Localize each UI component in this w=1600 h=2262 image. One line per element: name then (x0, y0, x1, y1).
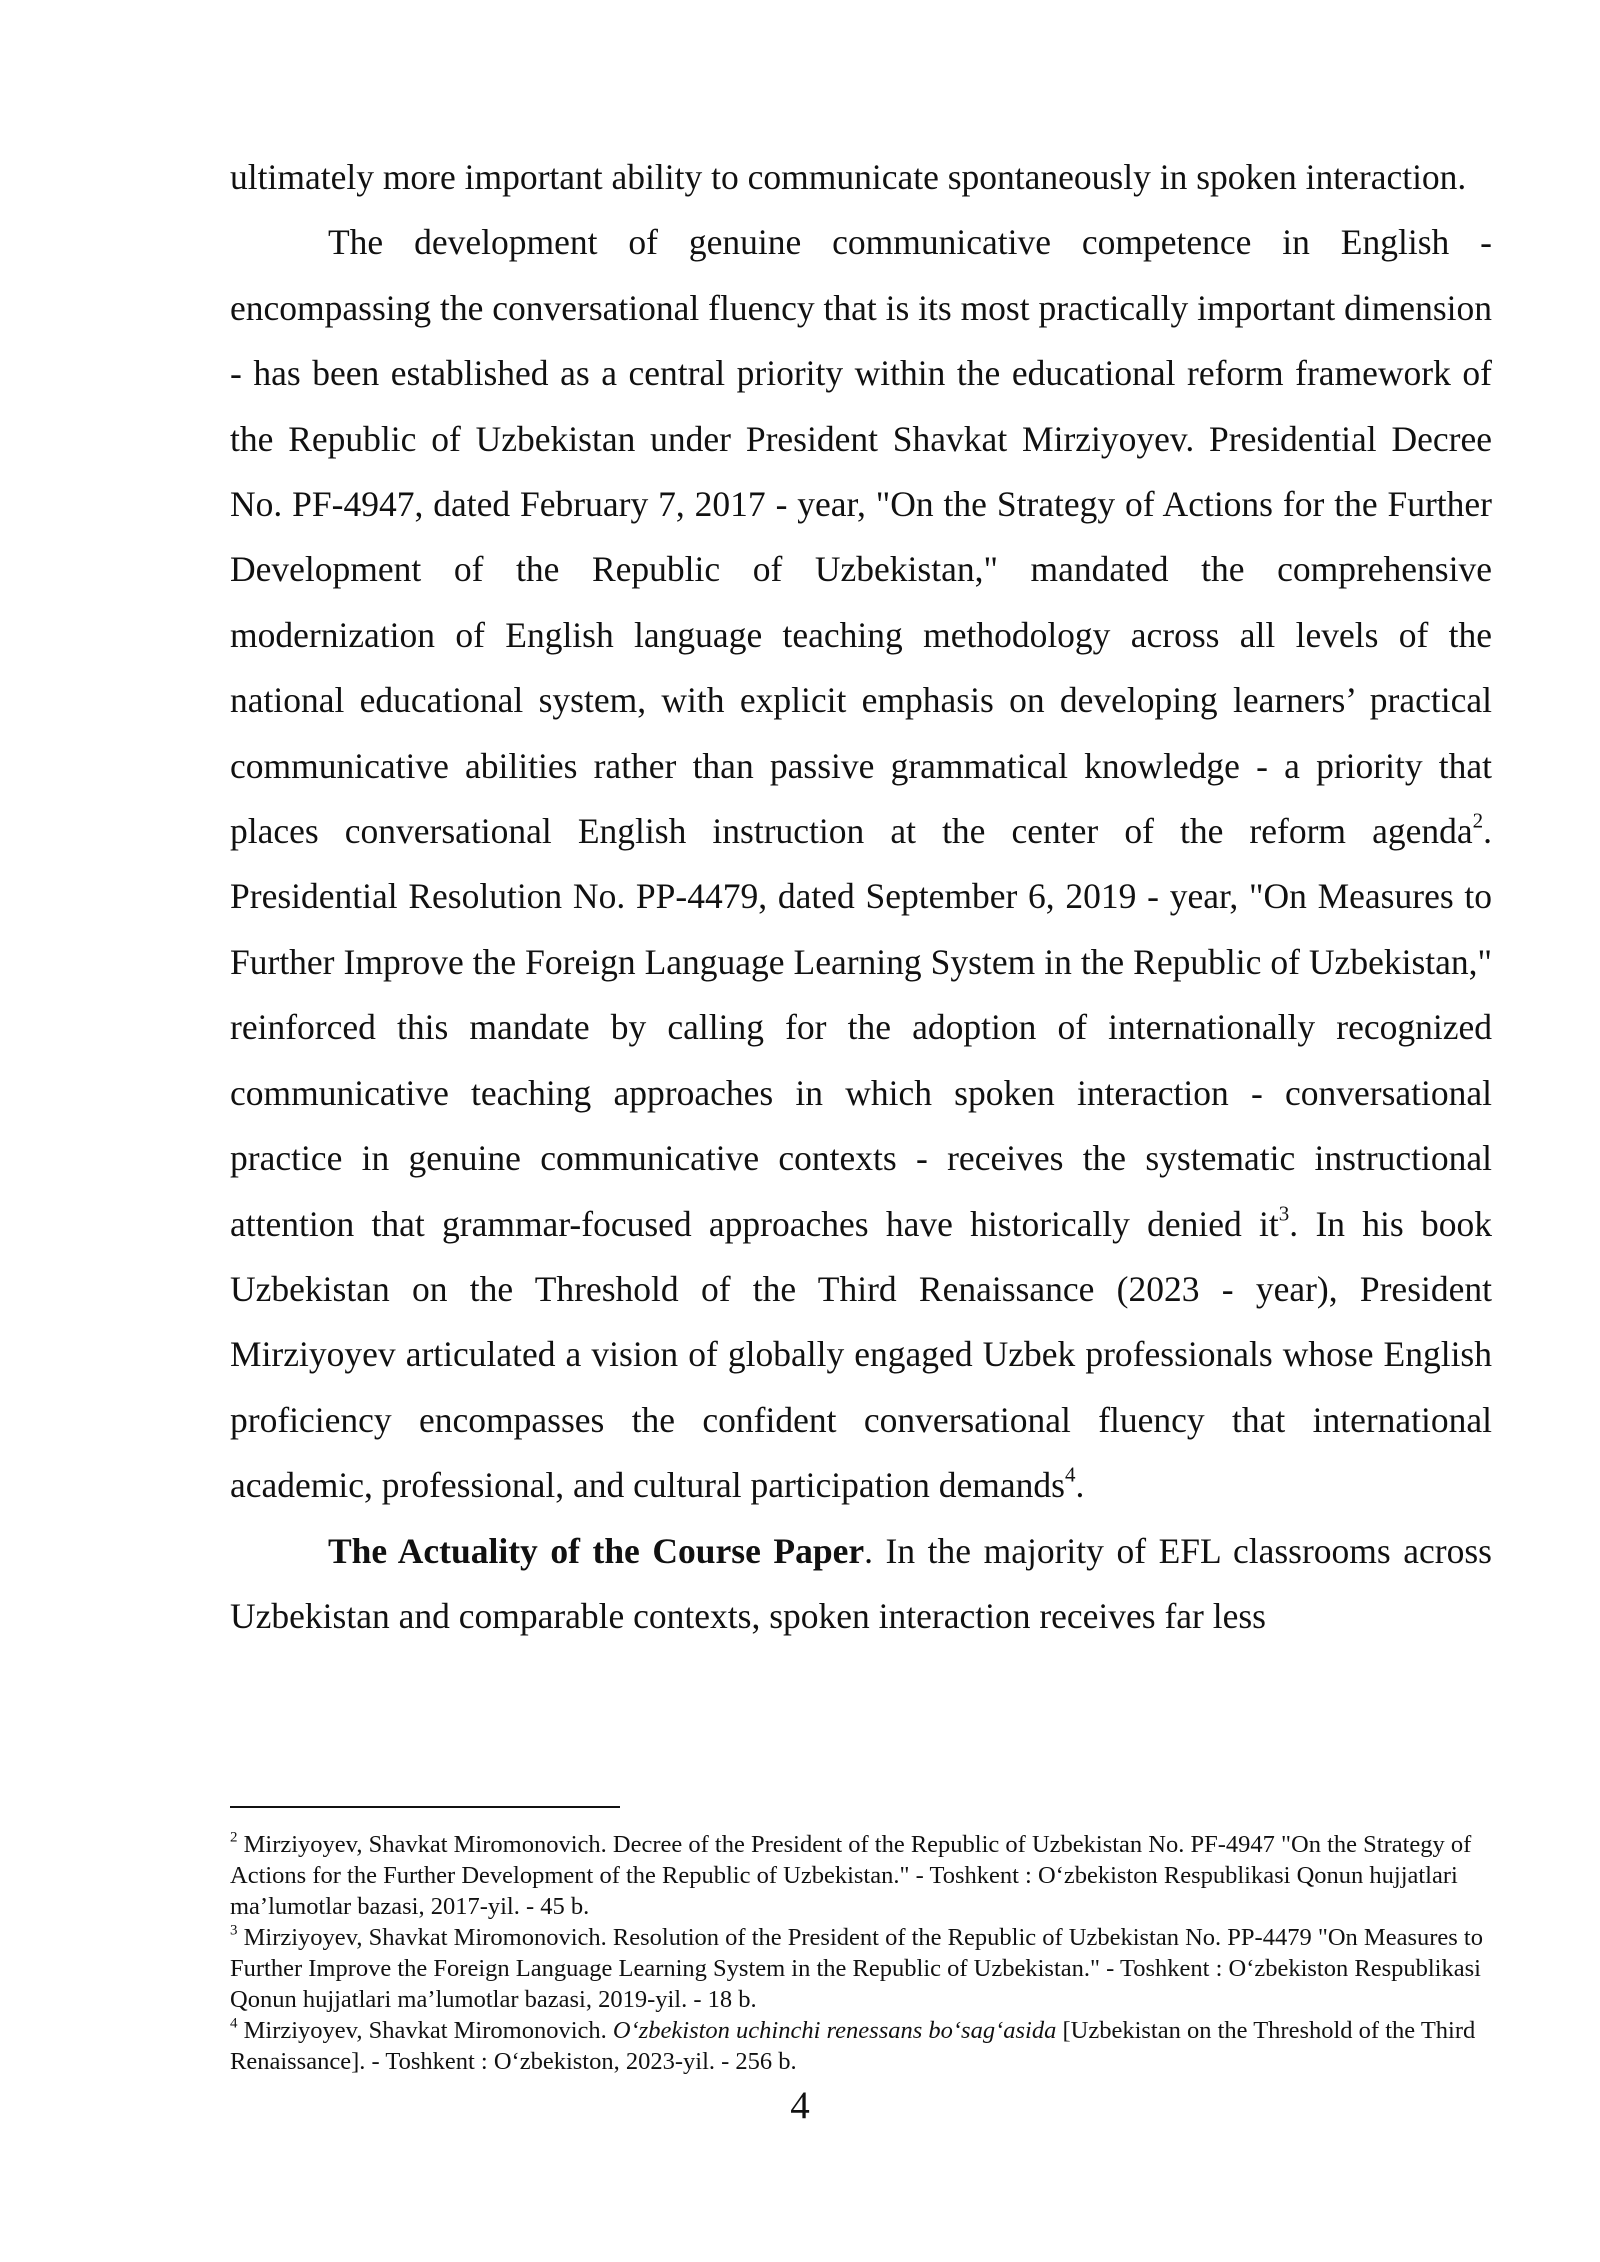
paragraph-actuality (230, 1519, 1492, 1650)
paragraph-reform-priority (230, 210, 1492, 1518)
footnote-2 (230, 1829, 1492, 1922)
footnote-reference-2[interactable]: 2 (1472, 808, 1484, 833)
section-heading: The Actuality of the Course Paper (328, 1530, 865, 1571)
footnote-number: 2 (230, 1829, 238, 1846)
footnote-text: [Uzbekistan on the Threshold of the Third Renaissance]. - Toshkent : O‘zbekiston, 2023-yil. - 256 b. (230, 2017, 1476, 2075)
footnote-reference-4[interactable]: 4 (1064, 1462, 1076, 1487)
paragraph-text: . Presidential Resolution No. PP-4479, dated September 6, 2019 - year, "On Measures to Further Improve the Foreign Language Learning System in the Republic of Uzbekistan," reinforced this mandate by calling for the adoption of internationally recognized communicative teaching approaches in which spoken interaction - conversational practice in genuine communicative contexts - receives the systematic instructional attention that grammar-focused approaches have historically denied it (230, 811, 1492, 1244)
body-text (230, 145, 1492, 1649)
footnote-book-title: O‘zbekiston uchinchi renessans bo‘sag‘asida (612, 2017, 1057, 2044)
footnote-text: Mirziyoyev, Shavkat Miromonovich. Resolution of the President of the Republic of Uzbekistan No. PP-4479 "On Measures to Further Improve the Foreign Language Learning System in the Republic of Uzbekistan." - Toshkent : O‘zbekiston Respublikasi Qonun hujjatlari ma’lumotlar bazasi, 2019-yil. - 18 b. (230, 1924, 1483, 2013)
paragraph-text: . In his book Uzbekistan on the Threshold of the Third Renaissance (2023 - year), President Mirziyoyev articulated a vision of globally engaged Uzbek professionals whose English proficiency encompasses the confident conversational fluency that international academic, professional, and cultural participation demands (230, 1203, 1493, 1506)
footnote-number: 4 (230, 2015, 238, 2032)
paragraph-text: . (1075, 1465, 1085, 1506)
paragraph-text: The development of genuine communicative competence in English - encompassing the conversational fluency that is its most practically important dimension - has been established as a central priority within the educational reform framework of the Republic of Uzbekistan under President Shavkat Mirziyoyev. Presidential Decree No. PF-4947, dated February 7, 2017 - year, "On the Strategy of Actions for the Further Development of the Republic of Uzbekistan," mandated the comprehensive modernization of English language teaching methodology across all levels of the national educational system, with explicit emphasis on developing learners’ practical communicative abilities rather than passive grammatical knowledge - a priority that places conversational English instruction at the center of the reform agenda (230, 222, 1492, 852)
footnote-4 (230, 2015, 1492, 2077)
footnotes (230, 1829, 1492, 2077)
footnote-author: Mirziyoyev, Shavkat Miromonovich. (243, 2017, 607, 2044)
paragraph-text: ultimately more important ability to communicate spontaneously in spoken interaction. (230, 157, 1467, 197)
footnote-number: 3 (230, 1922, 238, 1939)
footnote-reference-3[interactable]: 3 (1278, 1200, 1290, 1225)
paragraph-text: . In the majority of EFL classrooms across Uzbekistan and comparable contexts, spoken interaction receives far less (230, 1530, 1493, 1636)
footnote-3 (230, 1922, 1492, 2015)
footnote-text: Mirziyoyev, Shavkat Miromonovich. Decree of the President of the Republic of Uzbekistan No. PF-4947 "On the Strategy of Actions for the Further Development of the Republic of Uzbekistan." - Toshkent : O‘zbekiston Respublikasi Qonun hujjatlari ma’lumotlar bazasi, 2017-yil. - 45 b. (230, 1831, 1472, 1920)
footnote-separator (230, 1806, 620, 1808)
paragraph-continuation (230, 145, 1492, 210)
page-number: 4 (790, 2084, 810, 2127)
